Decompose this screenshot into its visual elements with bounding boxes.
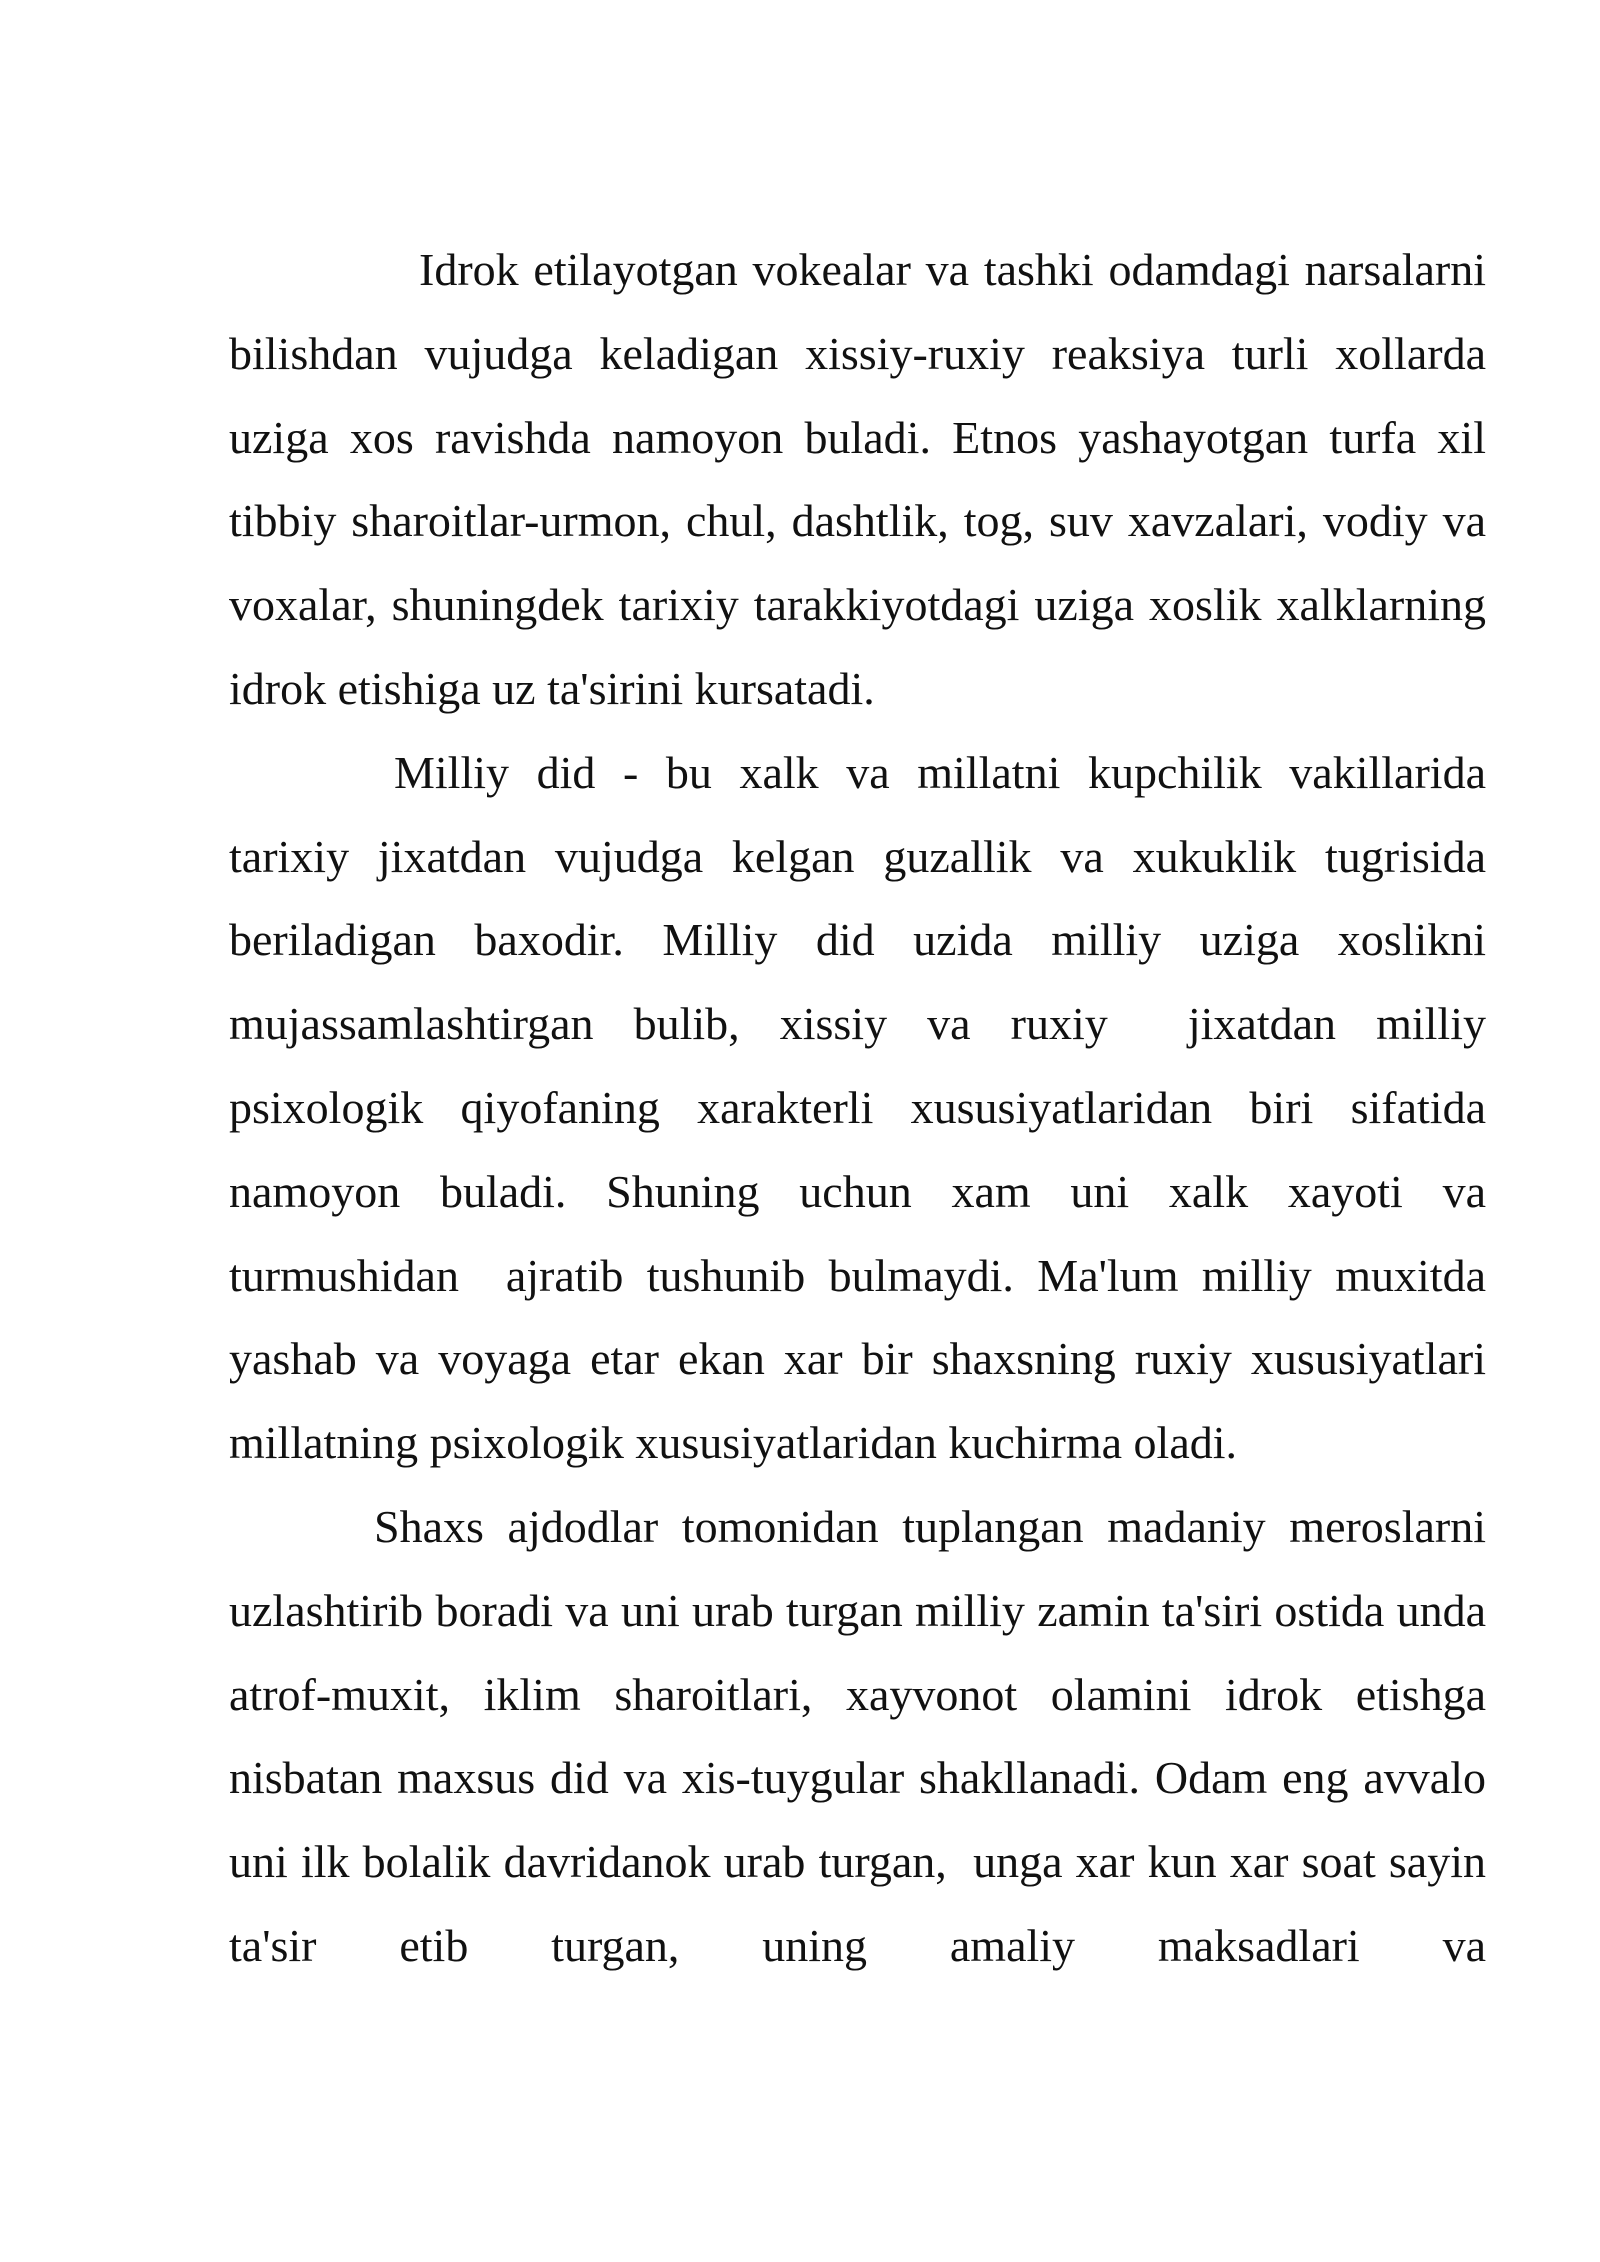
paragraph-2: Milliy did - bu xalk va millatni kupchilik vakillarida tarixiy jixatdan vujudga kelgan guzallik va xukuklik tugrisida beriladigan baxodir. Milliy did uzida milliy uziga xoslikni mujassamlashtirgan bulib, xissiy va ruxiy jixatdan milliy psixologik qiyofaning xarakterli xususiyatlaridan biri sifatida namoyon buladi. Shuning uchun xam uni xalk xayoti va turmushidan ajratib tushunib bulmaydi. Ma'lum milliy muxitda yashab va voyaga etar ekan xar bir shaxsning ruxiy xususiyatlari millatning psixologik xususiyatlaridan kuchirma oladi. bbox=[229, 746, 1498, 1469]
document-body bbox=[229, 228, 1498, 1988]
paragraph-3: Shaxs ajdodlar tomonidan tuplangan madaniy meroslarni uzlashtirib boradi va uni urab turgan milliy zamin ta'siri ostida unda atrof-muxit, iklim sharoitlari, xayvonot olamini idrok etishga nisbatan maxsus did va xis-tuygular shakllanadi. Odam eng avvalo uni ilk bolalik davridanok urab turgan, unga xar kun xar soat sayin ta'sir etib turgan, uning amaliy maksadlari va bbox=[229, 1500, 1498, 1971]
paragraph-1: Idrok etilayotgan vokealar va tashki odamdagi narsalarni bilishdan vujudga keladigan xissiy-ruxiy reaksiya turli xollarda uziga xos ravishda namoyon buladi. Etnos yashayotgan turfa xil tibbiy sharoitlar-urmon, chul, dashtlik, tog, suv xavzalari, vodiy va voxalar, shuningdek tarixiy tarakkiyotdagi uziga xoslik xalklarning idrok etishiga uz ta'sirini kursatadi. bbox=[229, 244, 1498, 714]
